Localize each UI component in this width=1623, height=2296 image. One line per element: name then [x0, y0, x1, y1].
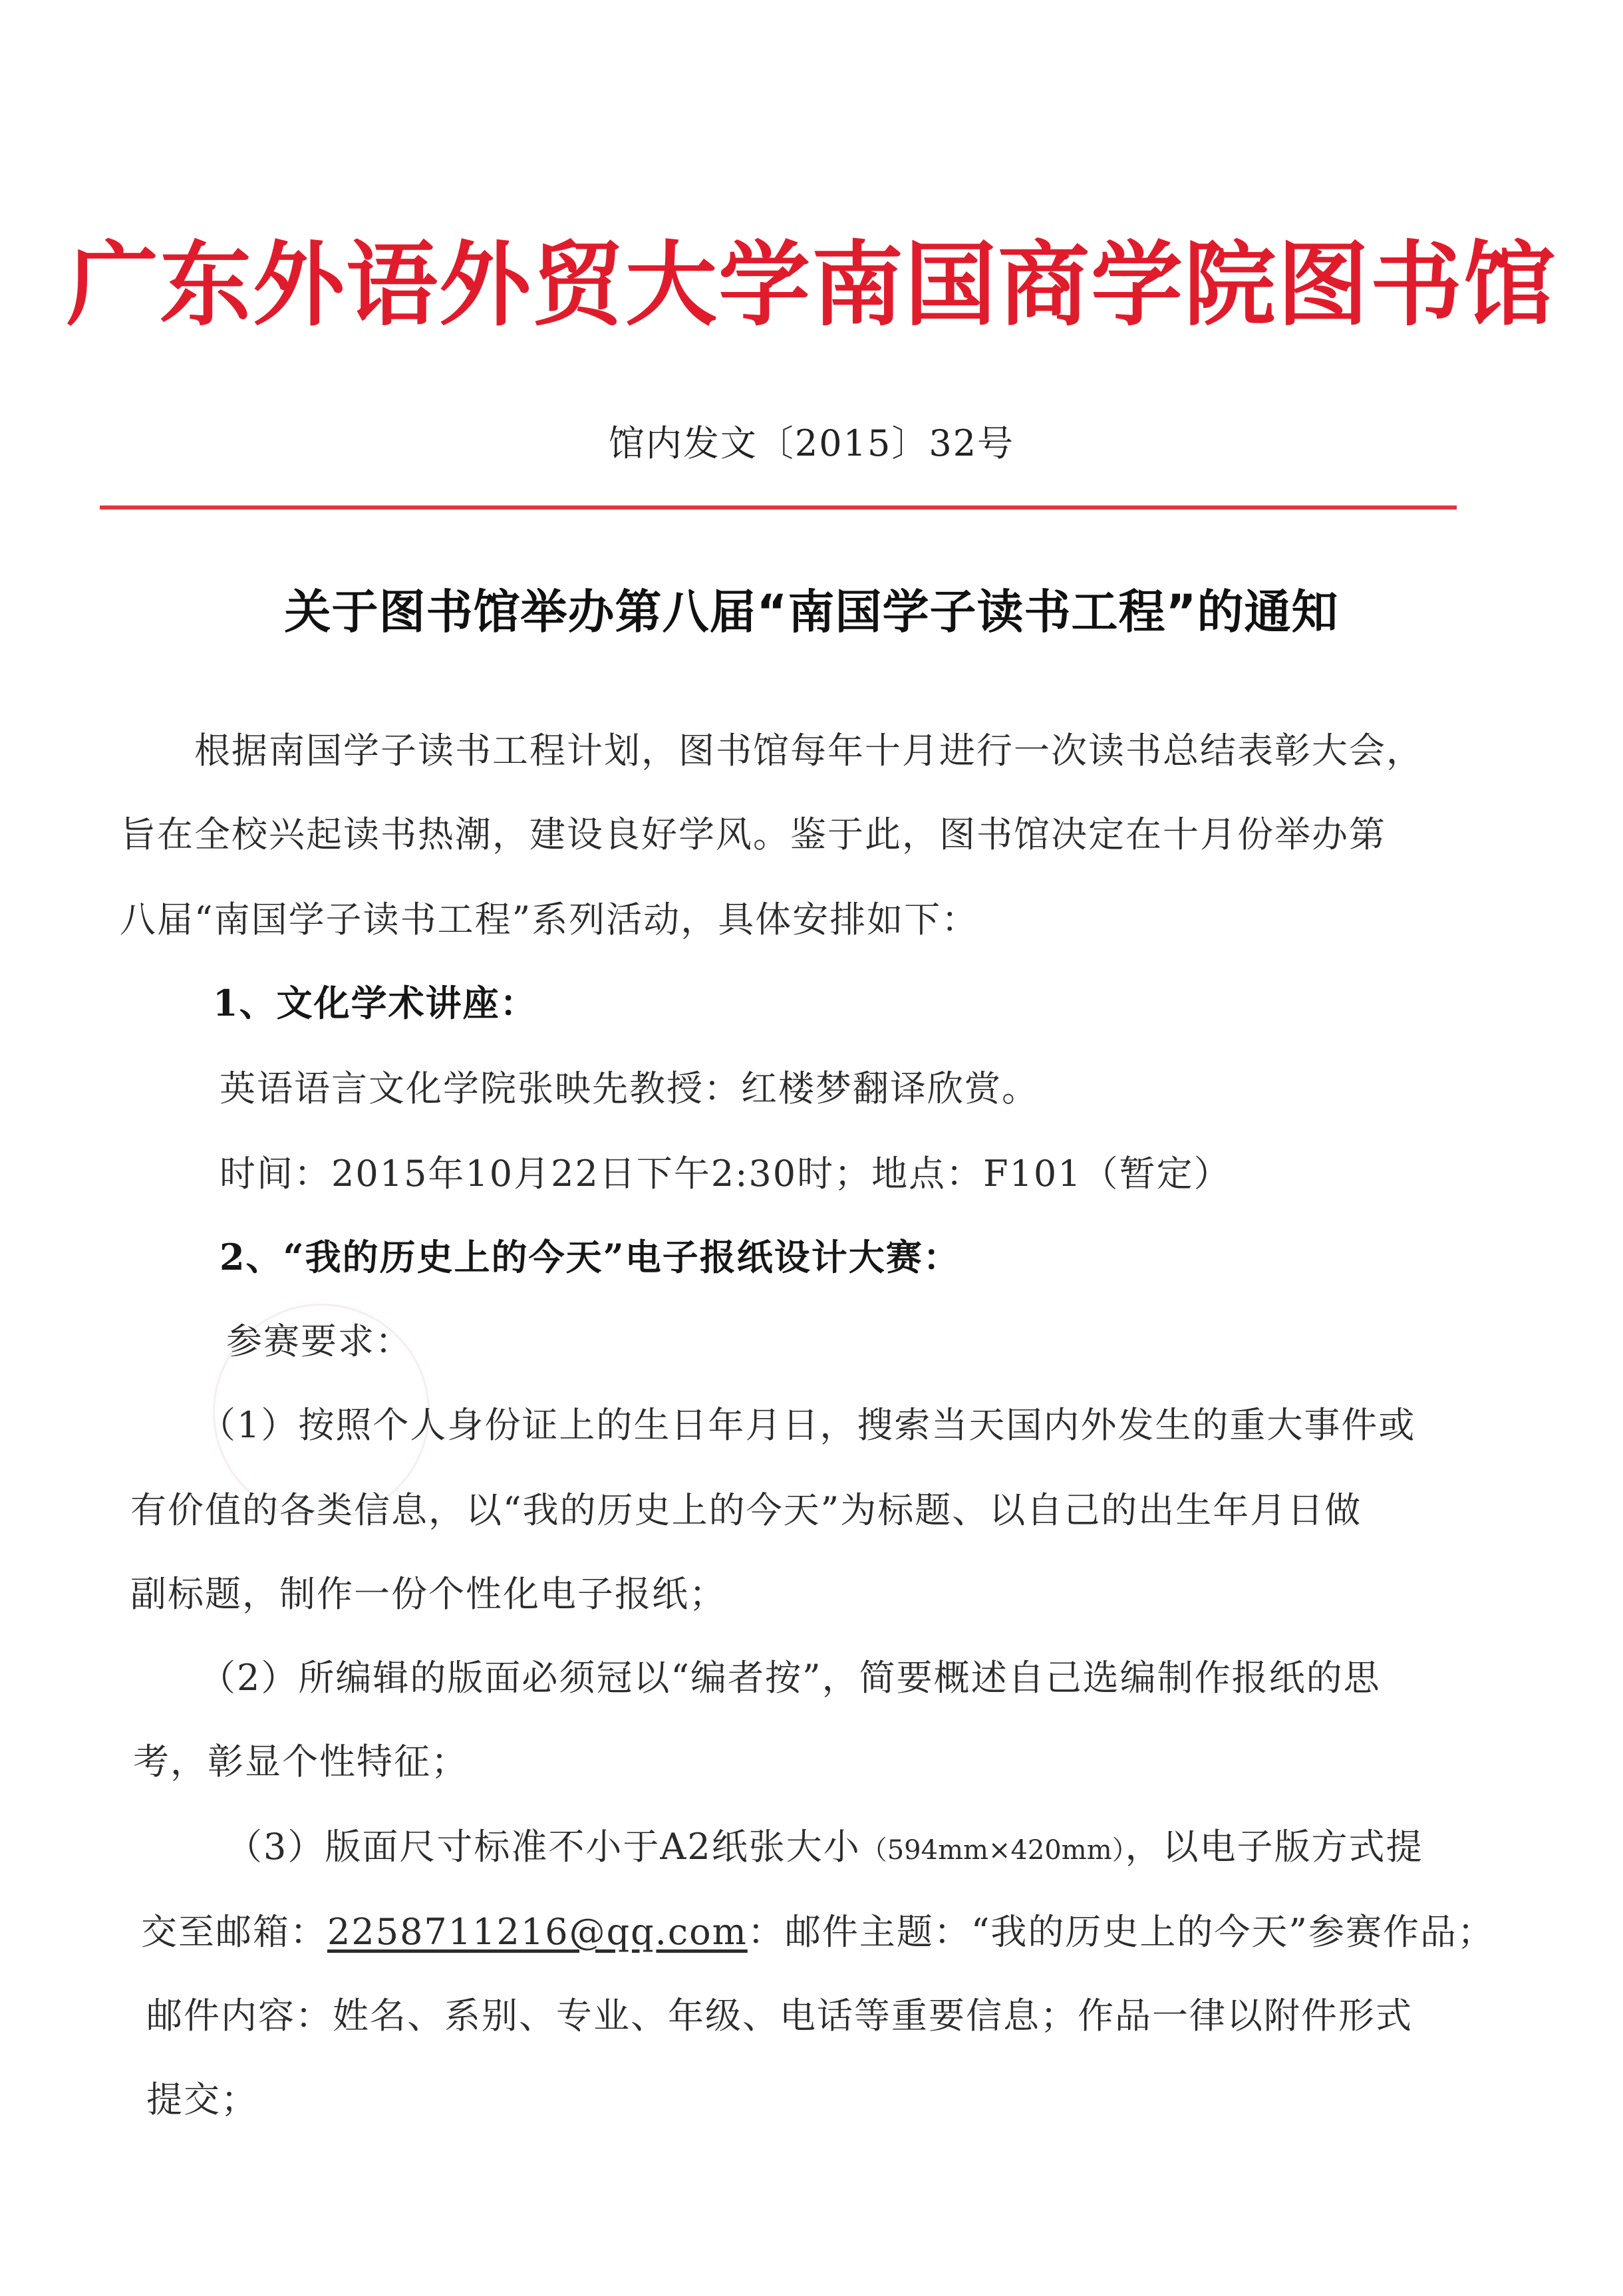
- section1-speaker: 英语语言文化学院张映先教授：红楼梦翻译欣赏。: [220, 1068, 1039, 1109]
- req2-line-1: （2）所编辑的版面必须冠以“编者按”，简要概述自己选编制作报纸的思: [200, 1657, 1381, 1699]
- section1-heading: 1、文化学术讲座：: [213, 982, 537, 1024]
- section1-time-place: 时间：2015年10月22日下午2:30时；地点：F101（暂定）: [220, 1153, 1231, 1195]
- req1-line-2: 有价值的各类信息，以“我的历史上的今天”为标题、以自己的出生年月日做: [130, 1489, 1362, 1531]
- intro-line-1: 根据南国学子读书工程计划，图书馆每年十月进行一次读书总结表彰大会，: [194, 730, 1423, 772]
- req3-line-2-text: 交至邮箱：: [141, 1911, 327, 1953]
- req3-line-4: 提交；: [146, 2079, 258, 2120]
- req3-line-2-text-end: ：邮件主题：“我的历史上的今天”参赛作品；: [747, 1911, 1495, 1953]
- req3-line-2: [141, 1904, 1495, 1955]
- red-divider-line: [100, 505, 1457, 509]
- institution-header: 广东外语外贸大学南国商学院图书馆: [66, 230, 1556, 339]
- intro-line-2: 旨在全校兴起读书热潮，建设良好学风。鉴于此，图书馆决定在十月份举办第: [120, 813, 1386, 855]
- requirements-label: 参赛要求：: [226, 1320, 412, 1362]
- req1-line-3: 副标题，制作一份个性化电子报纸；: [130, 1573, 726, 1615]
- req2-line-2: 考，彰显个性特征；: [133, 1741, 468, 1783]
- req3-line-1: [226, 1818, 1423, 1870]
- intro-line-3: 八届“南国学子读书工程”系列活动，具体安排如下：: [120, 899, 979, 940]
- document-number: 馆内发文〔2015〕32号: [608, 422, 1015, 464]
- notice-title: 关于图书馆举办第八届“南国学子读书工程”的通知: [284, 585, 1339, 639]
- req3-line-1-text-end: ，以电子版方式提: [1125, 1826, 1423, 1868]
- req1-line-1: （1）按照个人身份证上的生日年月日，搜索当天国内外发生的重大事件或: [200, 1404, 1416, 1446]
- section2-heading: 2、“我的历史上的今天”电子报纸设计大赛：: [220, 1236, 960, 1278]
- req3-line-1-text: （3）版面尺寸标准不小于A2纸张大小: [226, 1826, 861, 1868]
- paper-size: （594mm×420mm）: [860, 1835, 1125, 1866]
- email-link[interactable]: 2258711216@qq.com: [327, 1911, 748, 1953]
- req3-line-3: 邮件内容：姓名、系别、专业、年级、电话等重要信息；作品一律以附件形式: [146, 1995, 1413, 2037]
